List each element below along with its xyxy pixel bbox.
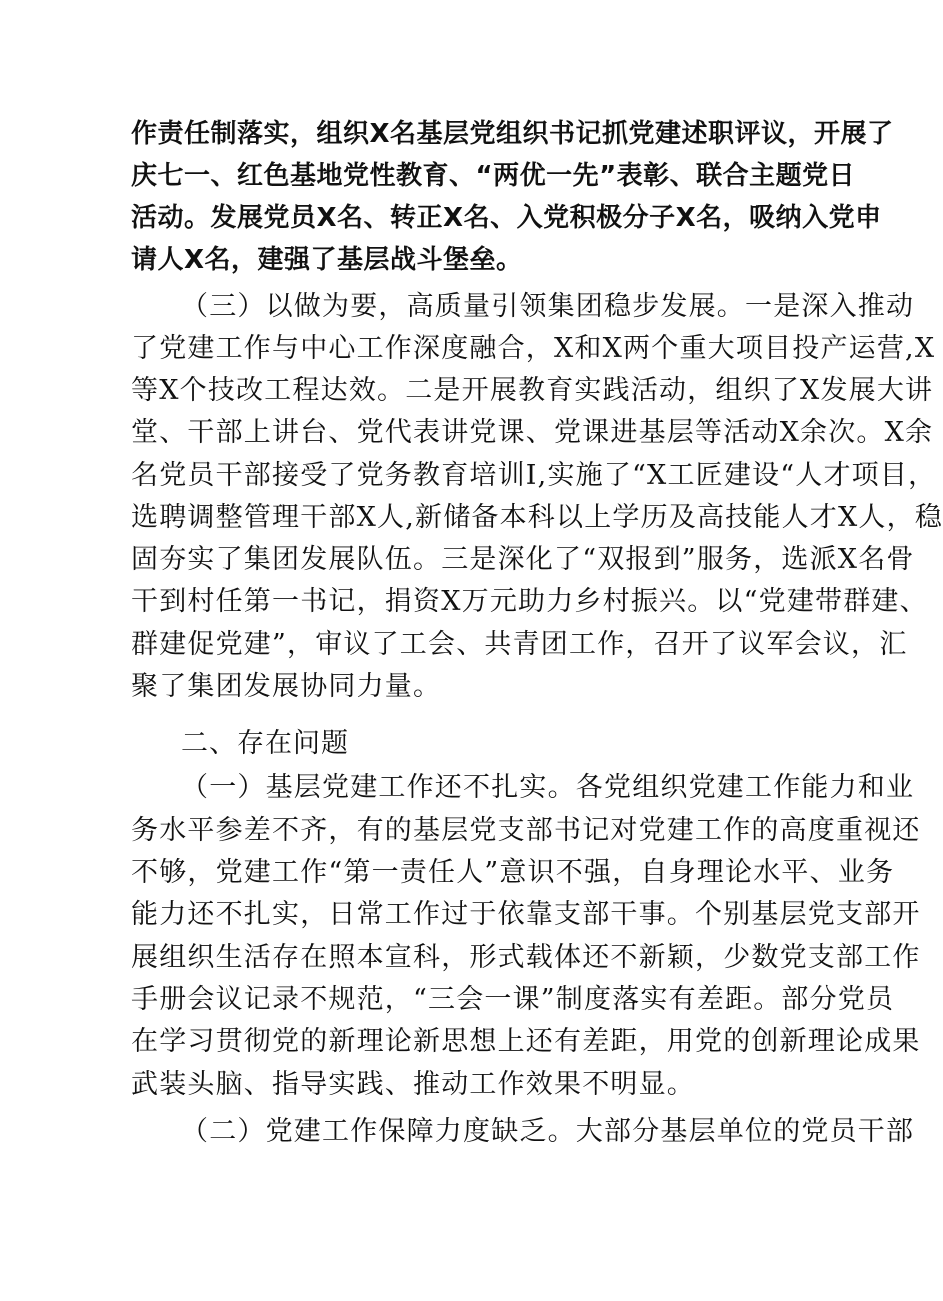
text-line: 庆七一、红色基地党性教育、“两优一先”表彰、联合主题党日 <box>131 161 856 191</box>
text-line: 展组织生活存在照本宣科，形式载体还不新颖，少数党支部工作 <box>131 942 921 973</box>
text-line: 手册会议记录不规范，“三会一课”制度落实有差距。部分党员 <box>131 984 895 1015</box>
text-line: 等X个技改工程达效。二是开展教育实践活动，组织了X发展大讲 <box>131 375 934 406</box>
text-line: 在学习贯彻党的新理论新思想上还有差距，用党的创新理论成果 <box>131 1026 921 1057</box>
text-line: 活动。发展党员X名、转正X名、入党积极分子X名，吸纳入党申 <box>131 203 882 233</box>
text-line: 干到村任第一书记，捐资X万元助力乡村振兴。以“党建带群建、 <box>131 586 928 617</box>
text-line: 聚了集团发展协同力量。 <box>131 671 442 702</box>
text-line: 不够，党建工作“第一责任人”意识不强，自身理论水平、业务 <box>131 857 895 888</box>
text-line: 请人X名，建强了基层战斗堡垒。 <box>131 245 523 275</box>
text-line: 名党员干部接受了党务教育培训I,实施了“X工匠建设“人才项目， <box>131 460 937 491</box>
section-heading: 二、存在问题 <box>181 728 349 759</box>
text-line: 能力还不扎实，日常工作过于依靠支部干事。个别基层党支部开 <box>131 899 921 930</box>
text-line: 作责任制落实，组织X名基层党组织书记抓党建述职评议，开展了 <box>131 119 894 149</box>
text-line: 武装头脑、指导实践、推动工作效果不明显。 <box>131 1069 695 1100</box>
text-line: 了党建工作与中心工作深度融合，X和X两个重大项目投产运营,X <box>131 333 936 364</box>
text-line: （三）以做为要，高质量引领集团稳步发展。一是深入推动 <box>181 291 915 322</box>
text-line: 选聘调整管理干部X人,新储备本科以上学历及高技能人才X人，稳 <box>131 502 943 533</box>
text-line: 群建促党建”，审议了工会、共青团工作，召开了议军会议，汇 <box>131 629 908 660</box>
text-line: （二）党建工作保障力度缺乏。大部分基层单位的党员干部 <box>181 1116 915 1147</box>
text-line: （一）基层党建工作还不扎实。各党组织党建工作能力和业 <box>181 772 915 803</box>
text-line: 堂、干部上讲台、党代表讲党课、党课进基层等活动X余次。X余 <box>131 417 934 448</box>
text-line: 务水平参差不齐，有的基层党支部书记对党建工作的高度重视还 <box>131 815 921 846</box>
text-line: 固夯实了集团发展队伍。三是深化了“双报到”服务，选派X名骨 <box>131 544 915 575</box>
